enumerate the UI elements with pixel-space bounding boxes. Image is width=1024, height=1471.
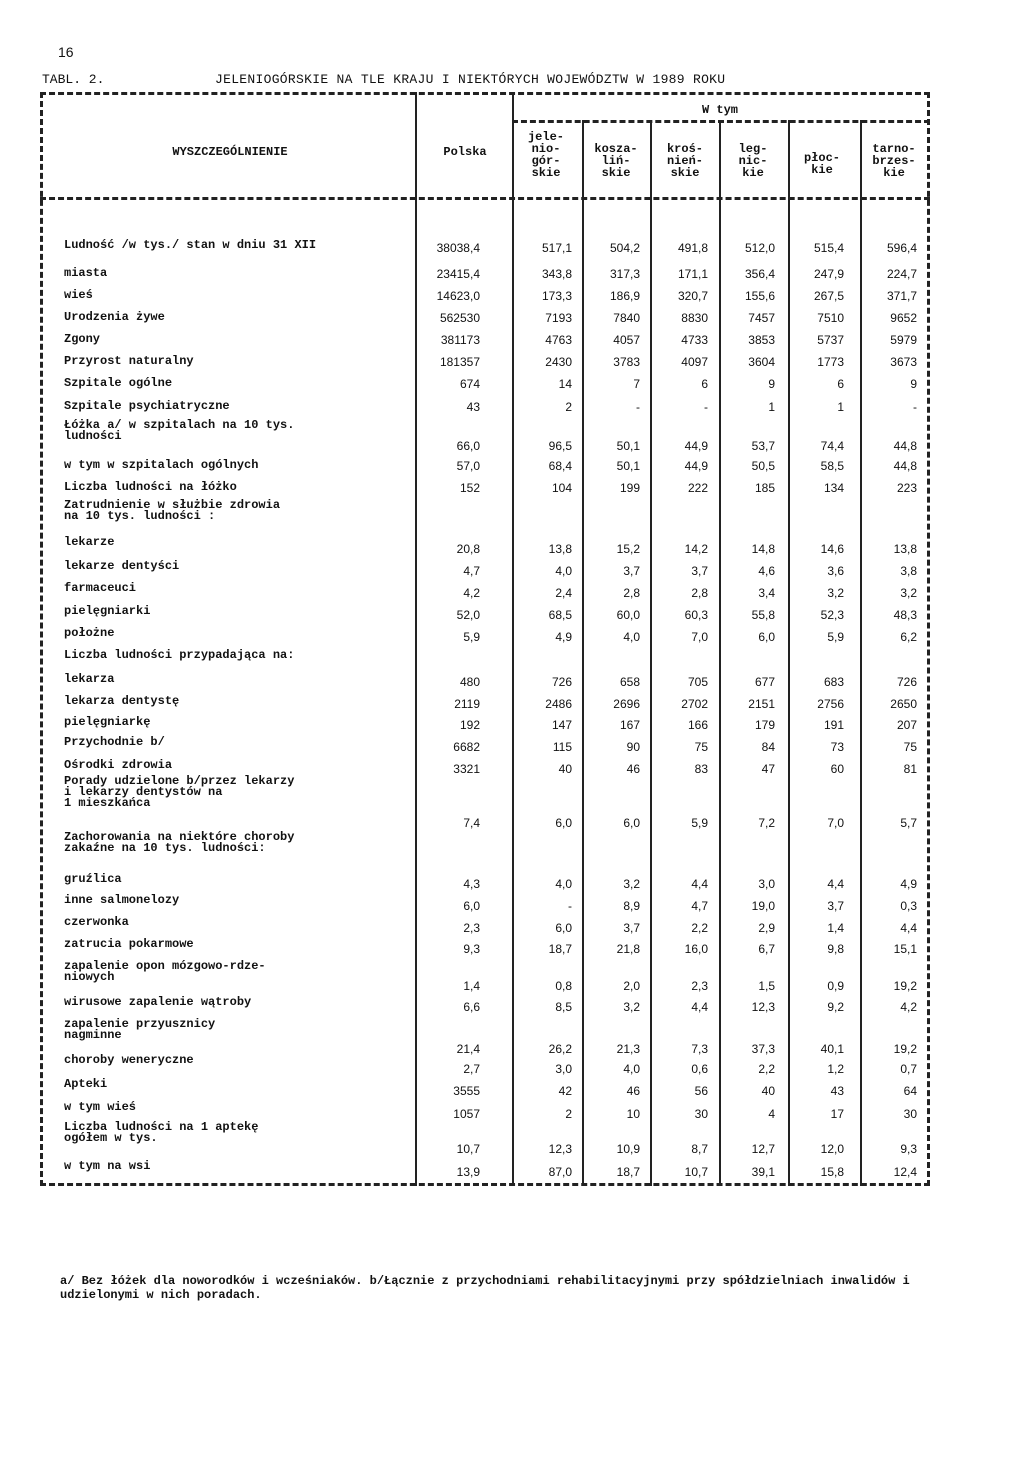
table-cell: 7840 (613, 311, 640, 325)
row-label: czerwonka (64, 915, 129, 929)
table-cell: 10,9 (616, 1142, 640, 1156)
table-cell: 224,7 (886, 267, 917, 281)
row-label: lekarze dentyści (64, 559, 180, 573)
table-cell: 4,4 (900, 921, 917, 935)
table-cell: 6,0 (463, 899, 480, 913)
table-cell: 43 (830, 1084, 844, 1098)
table-cell: 4,2 (900, 1000, 917, 1014)
row-label: Urodzenia żywe (64, 310, 165, 324)
table-cell: 166 (687, 718, 708, 732)
row-label: Liczba ludności na łóżko (64, 480, 237, 494)
table-cell: 4,6 (758, 564, 775, 578)
table-cell: 2702 (681, 697, 708, 711)
table-cell: 223 (896, 481, 917, 495)
table-cell: 186,9 (609, 289, 640, 303)
table-cell: 60,0 (616, 608, 640, 622)
table-cell: 9 (910, 377, 917, 391)
table-cell: 64 (903, 1084, 917, 1098)
table-cell: 10,7 (684, 1165, 708, 1179)
table-cell: 6 (837, 377, 844, 391)
table-cell: 44,9 (684, 459, 708, 473)
table-cell: 3604 (748, 355, 775, 369)
table-cell: 12,4 (893, 1165, 917, 1179)
table-cell: 115 (552, 740, 572, 754)
table-cell: 3555 (453, 1084, 480, 1098)
row-label: choroby weneryczne (64, 1053, 194, 1067)
table-cell: 75 (694, 740, 708, 754)
table-cell: 167 (619, 718, 640, 732)
row-label: zapalenie przyusznicy nagminne (64, 1017, 216, 1042)
table-cell: 21,4 (456, 1042, 480, 1056)
stub-column-divider (415, 92, 417, 1186)
table-cell: 40,1 (820, 1042, 844, 1056)
table-cell: 48,3 (893, 608, 917, 622)
table-cell: 52,0 (456, 608, 480, 622)
row-label: Łóżka a/ w szpitalach na 10 tys. ludności (64, 418, 295, 443)
table-cell: 90 (626, 740, 640, 754)
row-label: zapalenie opon mózgowo-rdze- niowych (64, 959, 266, 984)
table-cell: 60 (830, 762, 844, 776)
table-cell: 0,9 (827, 979, 844, 993)
table-cell: 8,9 (623, 899, 640, 913)
table-cell: 185 (754, 481, 775, 495)
table-cell: 4733 (681, 333, 708, 347)
table-cell: 504,2 (609, 241, 640, 255)
table-cell: 43 (466, 400, 480, 414)
table-cell: 2,2 (758, 1062, 775, 1076)
row-label: w tym na wsi (64, 1159, 151, 1173)
table-cell: 50,1 (616, 439, 640, 453)
table-cell: 13,9 (456, 1165, 480, 1179)
table-cell: 2,9 (758, 921, 775, 935)
row-label: Ośrodki zdrowia (64, 758, 173, 772)
row-label: Porady udzielone b/przez lekarzy i lekarzy dentystów na 1 mieszkańca (64, 774, 295, 810)
table-cell: 15,8 (820, 1165, 844, 1179)
table-cell: 30 (903, 1107, 917, 1121)
table-cell: 3853 (748, 333, 775, 347)
table-cell: 2650 (890, 697, 917, 711)
table-cell: 12,7 (751, 1142, 775, 1156)
table-cell: 4,3 (463, 877, 480, 891)
col-krosnienskie-header: kroś- nień- skie (666, 142, 703, 180)
table-cell: 21,3 (616, 1042, 640, 1056)
table-cell: 517,1 (541, 241, 572, 255)
table-cell: 2 (565, 1107, 572, 1121)
col-tarnobrzeskie-header: tarno- brzes- kie (872, 142, 916, 180)
table-cell: 3783 (613, 355, 640, 369)
table-cell: 192 (459, 718, 480, 732)
table-cell: 7457 (748, 311, 775, 325)
table-cell: 4 (768, 1107, 775, 1121)
table-cell: 3,8 (900, 564, 917, 578)
table-cell: 6,0 (555, 921, 572, 935)
row-label: miasta (64, 266, 108, 280)
table-cell: 356,4 (744, 267, 775, 281)
table-cell: 3,7 (827, 899, 844, 913)
table-cell: 42 (558, 1084, 572, 1098)
table-cell: 10 (626, 1107, 640, 1121)
table-cell: 9 (768, 377, 775, 391)
table-cell: 0,3 (900, 899, 917, 913)
stub-header: WYSZCZEGÓLNIENIE (172, 145, 288, 159)
table-cell: 13,8 (893, 542, 917, 556)
table-cell: - (636, 400, 640, 414)
table-cell: 84 (761, 740, 775, 754)
row-label: Szpitale psychiatryczne (64, 399, 230, 413)
table-cell: 7,0 (691, 630, 708, 644)
table-cell: 3,2 (827, 586, 844, 600)
table-cell: 1057 (453, 1107, 480, 1121)
table-cell: 23415,4 (436, 267, 480, 281)
row-label: Przyrost naturalny (64, 354, 194, 368)
table-cell: - (568, 899, 572, 913)
table-cell: 30 (694, 1107, 708, 1121)
table-cell: 5979 (890, 333, 917, 347)
table-cell: 15,2 (616, 542, 640, 556)
table-cell: 96,5 (548, 439, 572, 453)
table-cell: 173,3 (541, 289, 572, 303)
table-cell: 40 (558, 762, 572, 776)
table-cell: 1 (768, 400, 775, 414)
table-cell: 491,8 (677, 241, 708, 255)
table-cell: 7,0 (827, 816, 844, 830)
table-cell: 4,2 (463, 586, 480, 600)
table-cell: 12,3 (548, 1142, 572, 1156)
table-cell: 1,4 (463, 979, 480, 993)
header-divider (40, 197, 930, 200)
table-cell: 171,1 (677, 267, 708, 281)
table-cell: 12,3 (751, 1000, 775, 1014)
table-cell: 87,0 (548, 1165, 572, 1179)
row-label: Zatrudnienie w służbie zdrowia na 10 tys. ludności : (64, 498, 281, 523)
table-cell: 1,5 (758, 979, 775, 993)
table-cell: 14,6 (820, 542, 844, 556)
table-cell: 155,6 (744, 289, 775, 303)
table-cell: 4,4 (827, 877, 844, 891)
table-cell: 6,6 (463, 1000, 480, 1014)
table-cell: 19,0 (751, 899, 775, 913)
table-cell: 9,2 (827, 1000, 844, 1014)
table-cell: 2,8 (691, 586, 708, 600)
table-cell: 5,9 (463, 630, 480, 644)
table-cell: 8,5 (555, 1000, 572, 1014)
table-cell: 16,0 (684, 942, 708, 956)
table-cell: 705 (687, 675, 708, 689)
table-cell: 152 (459, 481, 480, 495)
page-number: 16 (58, 44, 74, 60)
table-cell: 658 (619, 675, 640, 689)
table-cell: 8,7 (691, 1142, 708, 1156)
row-label: gruźlica (64, 872, 122, 886)
table-cell: 199 (619, 481, 640, 495)
table-cell: 2151 (748, 697, 775, 711)
table-cell: 2,4 (555, 586, 572, 600)
table-cell: 14,2 (684, 542, 708, 556)
table-cell: 191 (823, 718, 844, 732)
table-cell: 75 (903, 740, 917, 754)
table-cell: 2756 (817, 697, 844, 711)
table-cell: 3,4 (758, 586, 775, 600)
table-cell: 222 (687, 481, 708, 495)
table-cell: 480 (459, 675, 480, 689)
row-label: lekarza dentystę (64, 694, 180, 708)
table-cell: 4,7 (463, 564, 480, 578)
table-cell: 39,1 (751, 1165, 775, 1179)
table-cell: 50,5 (751, 459, 775, 473)
table-cell: 44,8 (893, 459, 917, 473)
table-cell: 3321 (453, 762, 480, 776)
group-divider (512, 120, 930, 123)
table-cell: 21,8 (616, 942, 640, 956)
table-cell: 55,8 (751, 608, 775, 622)
table-cell: 179 (754, 718, 775, 732)
table-cell: 3,0 (555, 1062, 572, 1076)
row-label: farmaceuci (64, 581, 137, 595)
table-cell: 19,2 (893, 979, 917, 993)
footnote: a/ Bez łóżek dla noworodków i wcześniaków. b/Łącznie z przychodniami rehabilitacyjnymi przy spółdzielniach inwalidów i udzielonymi w nich poradach. (60, 1274, 910, 1302)
table-cell: 47 (761, 762, 775, 776)
table-cell: 7510 (817, 311, 844, 325)
table-cell: 5737 (817, 333, 844, 347)
table-cell: 2119 (454, 697, 480, 711)
table-cell: 4,7 (691, 899, 708, 913)
table-cell: 3673 (890, 355, 917, 369)
table-cell: 66,0 (456, 439, 480, 453)
table-cell: 68,5 (548, 608, 572, 622)
col-legnickie-header: leg- nic- kie (738, 142, 768, 180)
table-cell: 1,2 (827, 1062, 844, 1076)
row-label: Przychodnie b/ (64, 735, 165, 749)
table-cell: 674 (459, 377, 480, 391)
row-label: pielęgniarkę (64, 715, 151, 729)
table-cell: 17 (830, 1107, 844, 1121)
table-cell: 4,4 (691, 877, 708, 891)
table-cell: 4,0 (555, 877, 572, 891)
table-cell: 7193 (545, 311, 572, 325)
table-cell: 4,9 (555, 630, 572, 644)
col-polska-header: Polska (443, 145, 487, 159)
table-cell: 6 (701, 377, 708, 391)
row-label: pielęgniarki (64, 604, 151, 618)
table-cell: 56 (694, 1084, 708, 1098)
table-cell: 13,8 (548, 542, 572, 556)
table-cell: 37,3 (751, 1042, 775, 1056)
table-cell: 8830 (681, 311, 708, 325)
table-cell: 58,5 (820, 459, 844, 473)
table-cell: 74,4 (820, 439, 844, 453)
table-cell: 83 (694, 762, 708, 776)
table-cell: 343,8 (541, 267, 572, 281)
row-label: Liczba ludności przypadająca na: (64, 648, 295, 662)
table-cell: 18,7 (548, 942, 572, 956)
table-cell: 44,8 (893, 439, 917, 453)
table-cell: 3,2 (623, 877, 640, 891)
row-label: w tym w szpitalach ogólnych (64, 458, 259, 472)
table-cell: 20,8 (456, 542, 480, 556)
table-cell: 3,0 (758, 877, 775, 891)
row-label: Liczba ludności na 1 aptekę ogółem w tys. (64, 1120, 259, 1145)
table-cell: 4097 (681, 355, 708, 369)
table-cell: 2696 (613, 697, 640, 711)
table-cell: 19,2 (893, 1042, 917, 1056)
table-cell: 677 (754, 675, 775, 689)
table-cell: 14623,0 (436, 289, 480, 303)
row-label: zatrucia pokarmowe (64, 937, 194, 951)
table-cell: 2,2 (691, 921, 708, 935)
table-cell: 596,4 (886, 241, 917, 255)
table-cell: 5,7 (900, 816, 917, 830)
table-cell: 6,0 (623, 816, 640, 830)
row-label: Ludność /w tys./ stan w dniu 31 XII (64, 238, 317, 252)
table-cell: 2,3 (691, 979, 708, 993)
table-cell: 181357 (439, 355, 480, 369)
table-cell: 68,4 (548, 459, 572, 473)
table-cell: 1773 (817, 355, 844, 369)
table-cell: 2,0 (623, 979, 640, 993)
table-label: TABL. 2. (42, 72, 105, 87)
table-cell: 4,4 (691, 1000, 708, 1014)
table-cell: 0,8 (555, 979, 572, 993)
table-cell: 9,8 (827, 942, 844, 956)
table-cell: 7 (633, 377, 640, 391)
table-title: JELENIOGÓRSKIE NA TLE KRAJU I NIEKTÓRYCH WOJEWÓDZTW W 1989 ROKU (215, 72, 726, 87)
table-cell: 6,0 (758, 630, 775, 644)
row-label: w tym wieś (64, 1100, 137, 1114)
table-cell: 4057 (613, 333, 640, 347)
table-cell: 1 (837, 400, 844, 414)
col-koszalinskie-header: kosza- liń- skie (594, 142, 638, 180)
table-cell: 317,3 (609, 267, 640, 281)
table-cell: 562530 (439, 311, 480, 325)
table-cell: 7,2 (758, 816, 775, 830)
table-cell: 0,6 (691, 1062, 708, 1076)
table-cell: - (913, 400, 917, 414)
table-cell: 267,5 (813, 289, 844, 303)
table-cell: 81 (903, 762, 917, 776)
table-cell: 726 (551, 675, 572, 689)
table-cell: 4,9 (900, 877, 917, 891)
row-label: inne salmonelozy (64, 893, 180, 907)
table-cell: 60,3 (684, 608, 708, 622)
table-cell: 9,3 (463, 942, 480, 956)
table-cell: 7,4 (463, 816, 480, 830)
table-cell: 147 (551, 718, 572, 732)
row-label: Zgony (64, 332, 101, 346)
table-cell: 12,0 (820, 1142, 844, 1156)
row-label: Szpitale ogólne (64, 376, 173, 390)
table-cell: 14,8 (751, 542, 775, 556)
col-plockie-header: płoc- kie (803, 151, 840, 177)
table-cell: 38038,4 (436, 241, 480, 255)
table-cell: 134 (823, 481, 844, 495)
table-cell: 512,0 (744, 241, 775, 255)
table-cell: 4,0 (623, 1062, 640, 1076)
table-cell: 14 (558, 377, 572, 391)
table-cell: 9,3 (900, 1142, 917, 1156)
table-cell: 73 (830, 740, 844, 754)
table-cell: 10,7 (456, 1142, 480, 1156)
table-cell: 3,2 (900, 586, 917, 600)
table-cell: 320,7 (677, 289, 708, 303)
table-cell: - (704, 400, 708, 414)
table-cell: 9652 (890, 311, 917, 325)
table-cell: 46 (626, 1084, 640, 1098)
table-cell: 726 (896, 675, 917, 689)
table-cell: 18,7 (616, 1165, 640, 1179)
table-cell: 52,3 (820, 608, 844, 622)
table-cell: 5,9 (827, 630, 844, 644)
row-label: Apteki (64, 1077, 108, 1091)
row-label: lekarze (64, 535, 115, 549)
table-cell: 6,7 (758, 942, 775, 956)
table-cell: 2,7 (463, 1062, 480, 1076)
table-cell: 4763 (545, 333, 572, 347)
table-cell: 104 (551, 481, 572, 495)
group-header: W tym (701, 103, 738, 117)
table-cell: 1,4 (827, 921, 844, 935)
table-cell: 207 (896, 718, 917, 732)
table-cell: 7,3 (691, 1042, 708, 1056)
table-cell: 26,2 (548, 1042, 572, 1056)
table-cell: 3,7 (623, 564, 640, 578)
table-cell: 57,0 (456, 459, 480, 473)
table-cell: 515,4 (813, 241, 844, 255)
table-cell: 6,0 (555, 816, 572, 830)
row-label: wirusowe zapalenie wątroby (64, 995, 252, 1009)
table-cell: 4,0 (623, 630, 640, 644)
table-cell: 3,6 (827, 564, 844, 578)
table-cell: 53,7 (751, 439, 775, 453)
row-label: wieś (64, 288, 93, 302)
table-cell: 2430 (545, 355, 572, 369)
table-cell: 6682 (453, 740, 480, 754)
table-cell: 2,3 (463, 921, 480, 935)
row-label: Zachorowania na niektóre choroby zakaźne na 10 tys. ludności: (64, 830, 295, 855)
col-jeleniogorskie-header: jele- nio- gór- skie (527, 130, 564, 180)
row-label: lekarza (64, 672, 115, 686)
table-cell: 50,1 (616, 459, 640, 473)
table-cell: 6,2 (900, 630, 917, 644)
table-cell: 247,9 (813, 267, 844, 281)
row-label: położne (64, 626, 115, 640)
table-cell: 371,7 (886, 289, 917, 303)
table-cell: 15,1 (893, 942, 917, 956)
table-cell: 40 (761, 1084, 775, 1098)
table-cell: 683 (823, 675, 844, 689)
table-cell: 5,9 (691, 816, 708, 830)
table-cell: 2486 (545, 697, 572, 711)
table-cell: 4,0 (555, 564, 572, 578)
table-cell: 2 (565, 400, 572, 414)
table-cell: 3,7 (623, 921, 640, 935)
table-cell: 46 (626, 762, 640, 776)
table-cell: 2,8 (623, 586, 640, 600)
table-cell: 3,2 (623, 1000, 640, 1014)
table-cell: 0,7 (900, 1062, 917, 1076)
table-cell: 381173 (440, 333, 480, 347)
table-cell: 44,9 (684, 439, 708, 453)
table-cell: 3,7 (691, 564, 708, 578)
